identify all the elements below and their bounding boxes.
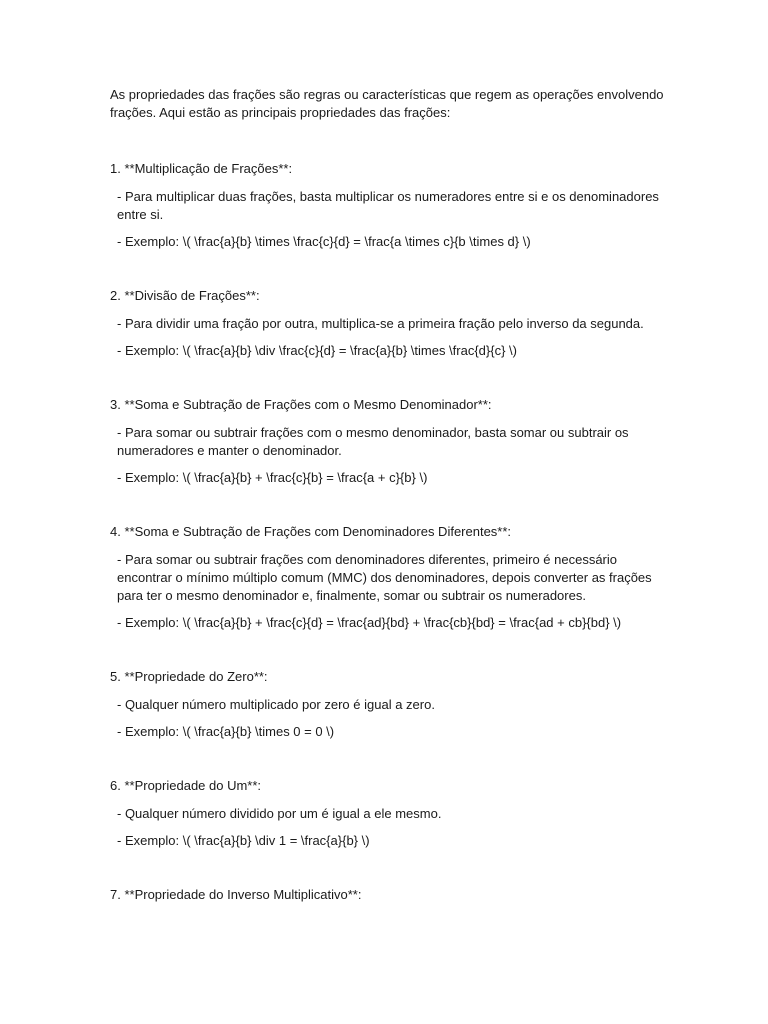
section-different-denominators	[110, 523, 670, 632]
document-body	[110, 86, 670, 914]
section-heading: 3. **Soma e Subtração de Frações com o Mesmo Denominador**:	[110, 397, 492, 412]
section-one-property	[110, 777, 670, 850]
section-description: - Para somar ou subtrair frações com o mesmo denominador, basta somar ou subtrair os numeradores e manter o denominador.	[117, 425, 629, 458]
section-heading: 4. **Soma e Subtração de Frações com Denominadores Diferentes**:	[110, 524, 512, 539]
section-zero-property	[110, 668, 670, 741]
section-description: - Qualquer número dividido por um é igual a ele mesmo.	[117, 806, 442, 821]
section-example: - Exemplo: \( \frac{a}{b} + \frac{c}{b} = \frac{a + c}{b} \)	[117, 470, 428, 485]
section-heading: 6. **Propriedade do Um**:	[110, 778, 262, 793]
section-description: - Para dividir uma fração por outra, multiplica-se a primeira fração pelo inverso da segunda.	[117, 316, 644, 331]
section-description: - Para somar ou subtrair frações com denominadores diferentes, primeiro é necessário encontrar o mínimo múltiplo comum (MMC) dos denominadores, depois converter as frações para ter o mesmo denominador e, finalmente, somar ou subtrair os numeradores.	[117, 552, 652, 603]
section-same-denominator	[110, 396, 670, 487]
section-example: - Exemplo: \( \frac{a}{b} \times \frac{c}{d} = \frac{a \times c}{b \times d} \)	[117, 234, 531, 249]
section-example: - Exemplo: \( \frac{a}{b} \div \frac{c}{d} = \frac{a}{b} \times \frac{d}{c} \)	[117, 343, 517, 358]
section-heading: 5. **Propriedade do Zero**:	[110, 669, 268, 684]
section-multiplication	[110, 160, 670, 251]
section-example: - Exemplo: \( \frac{a}{b} \div 1 = \frac{a}{b} \)	[117, 833, 370, 848]
section-description: - Para multiplicar duas frações, basta multiplicar os numeradores entre si e os denominadores entre si.	[117, 189, 659, 222]
section-example: - Exemplo: \( \frac{a}{b} \times 0 = 0 \)	[117, 724, 335, 739]
section-description: - Qualquer número multiplicado por zero é igual a zero.	[117, 697, 435, 712]
section-heading: 7. **Propriedade do Inverso Multiplicativo**:	[110, 887, 362, 902]
section-example: - Exemplo: \( \frac{a}{b} + \frac{c}{d} = \frac{ad}{bd} + \frac{cb}{bd} = \frac{ad + cb}{bd} \)	[117, 615, 622, 630]
section-heading: 1. **Multiplicação de Frações**:	[110, 161, 293, 176]
intro-paragraph: As propriedades das frações são regras ou características que regem as operações envolvendo frações. Aqui estão as principais propriedades das frações:	[110, 87, 664, 120]
section-heading: 2. **Divisão de Frações**:	[110, 288, 260, 303]
section-division	[110, 287, 670, 360]
section-multiplicative-inverse	[110, 886, 670, 904]
